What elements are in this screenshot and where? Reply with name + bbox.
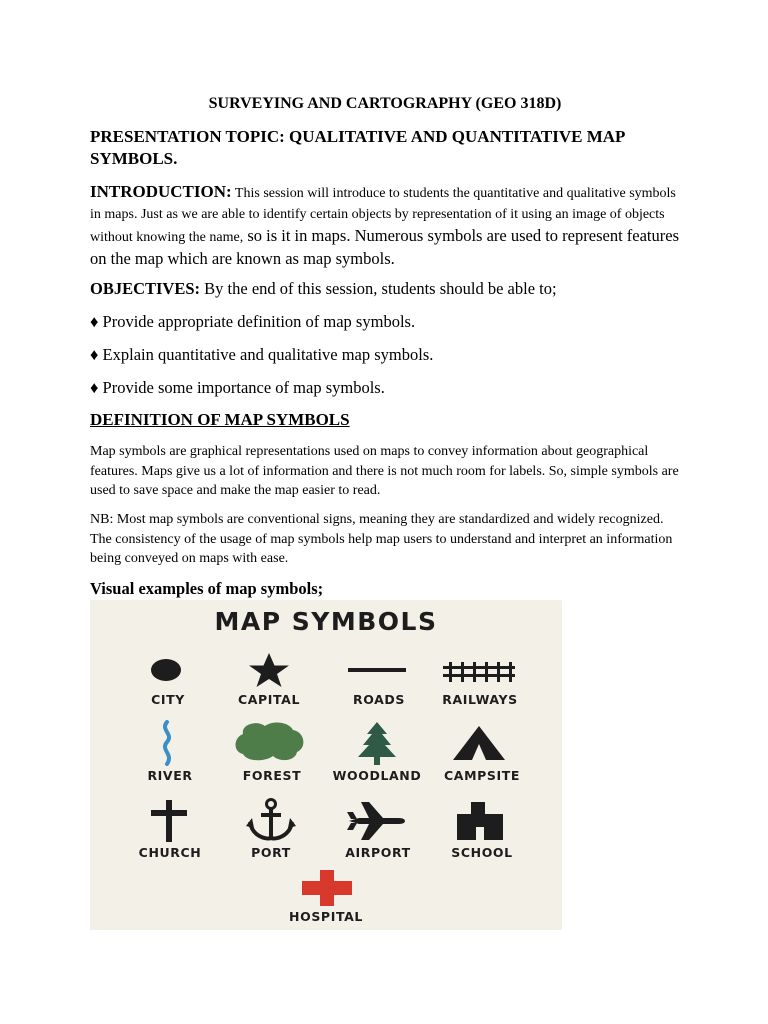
campsite-label: CAMPSITE [444, 768, 520, 783]
port-anchor-icon [246, 798, 296, 842]
school-label: SCHOOL [451, 845, 513, 860]
objective-bullet: ♦ Explain quantitative and qualitative map symbols. [90, 345, 434, 364]
railways-label: RAILWAYS [442, 692, 518, 707]
introduction-paragraph [90, 181, 680, 271]
forest-icon [233, 720, 307, 762]
topic-line-1: PRESENTATION TOPIC: QUALITATIVE AND QUANTITATIVE MAP [90, 127, 626, 146]
port-label: PORT [251, 845, 291, 860]
objective-bullet: ♦ Provide some importance of map symbols. [90, 378, 385, 397]
map-symbols-poster [90, 600, 562, 930]
city-label: CITY [151, 692, 185, 707]
presentation-topic [90, 126, 680, 170]
church-cross-icon [149, 800, 189, 842]
river-label: RIVER [147, 768, 193, 783]
airport-plane-icon [347, 800, 407, 842]
woodland-tree-icon [354, 720, 400, 766]
railways-track-icon [443, 661, 515, 683]
introduction-text: This session will introduce to students the quantitative and qualitative symbols in maps. Just as we are able to identify certain objects by representation of it using an image of objects without knowing the name, [90, 186, 676, 245]
school-building-icon [457, 802, 503, 840]
roads-label: ROADS [353, 692, 405, 707]
objectives-heading: OBJECTIVES: [90, 279, 201, 298]
church-label: CHURCH [138, 845, 202, 860]
poster-title: MAP SYMBOLS [214, 607, 438, 636]
visual-examples-heading: Visual examples of map symbols; [90, 579, 324, 598]
airport-label: AIRPORT [345, 845, 411, 860]
nb-paragraph: NB: Most map symbols are conventional signs, meaning they are standardized and widely recognized. The consistency of the usage of map symbols help map users to understand and interpret an information being conveyed on maps with ease. [90, 512, 673, 566]
objectives-text: By the end of this session, students should be able to; [200, 279, 557, 298]
forest-label: FOREST [242, 768, 302, 783]
topic-line-2: SYMBOLS. [90, 149, 178, 168]
city-icon [150, 657, 182, 683]
definition-paragraph: Map symbols are graphical representations used on maps to convey information about geographical features. Maps give us a lot of information and there is not much room for labels. So, simple symbols are used to save space and make the map easier to read. [90, 444, 679, 498]
objective-bullet: ♦ Provide appropriate definition of map symbols. [90, 312, 416, 331]
objectives-line [90, 279, 680, 299]
capital-star-icon [246, 652, 292, 688]
capital-label: CAPITAL [237, 692, 301, 707]
woodland-label: WOODLAND [332, 768, 422, 783]
definition-heading: DEFINITION OF MAP SYMBOLS [90, 410, 350, 429]
course-title: SURVEYING AND CARTOGRAPHY (GEO 318D) [208, 95, 562, 112]
introduction-text-continued: so is it in maps. Numerous symbols are used to represent features on the map which are known as map symbols. [90, 226, 679, 268]
campsite-tent-icon [451, 724, 507, 762]
river-icon [158, 720, 176, 766]
introduction-heading: INTRODUCTION: [90, 182, 232, 201]
hospital-label: HOSPITAL [289, 909, 363, 924]
hospital-cross-icon [302, 870, 352, 906]
roads-line-icon [348, 666, 406, 674]
